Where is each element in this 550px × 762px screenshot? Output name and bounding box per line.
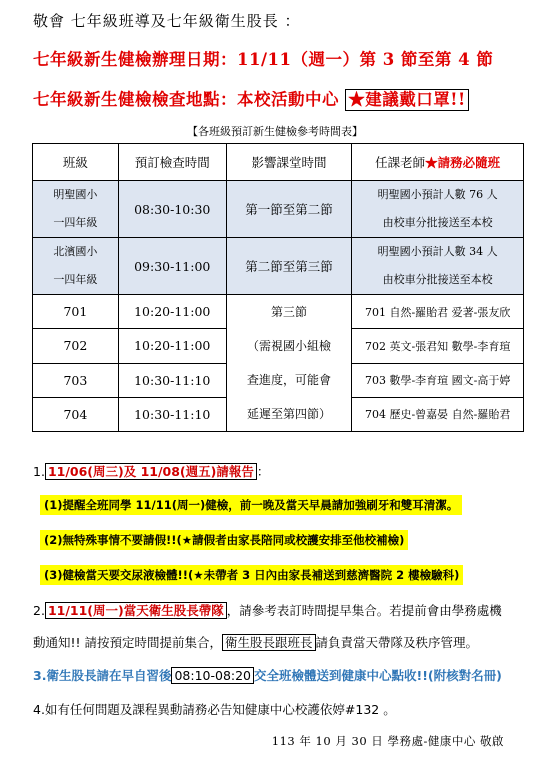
class-cell: 702 — [33, 329, 119, 363]
teacher-cell: 702 英文-張君知 數學-李育瑄 — [352, 329, 524, 363]
note-cell: 明聖國小預計人數 76 人 由校車分批接送至本校 — [352, 181, 524, 238]
checkup-place-line — [33, 86, 469, 111]
col-header-period: 影響課堂時間 — [226, 144, 352, 181]
table-row — [33, 238, 524, 295]
note-cell: 明聖國小預計人數 34 人 由校車分批接送至本校 — [352, 238, 524, 295]
table-row — [33, 295, 524, 329]
table-row — [33, 181, 524, 238]
table-header-row — [33, 144, 524, 181]
place-text: 七年級新生健檢檢查地點：本校活動中心 — [33, 90, 339, 109]
collection-time: 08:10-08:20 — [171, 667, 254, 684]
schedule-table — [32, 143, 524, 432]
item-2-line-2: 動通知!! 請按預定時間提前集合， 衛生股長跟班長 請負責當天帶隊及秩序管理。 — [33, 635, 479, 650]
teacher-cell: 703 數學-李育瑄 國文-高于婷 — [352, 363, 524, 397]
teacher-cell: 704 歷史-曾嘉晏 自然-羅貽君 — [352, 397, 524, 431]
checkup-date-line: 七年級新生健檢辦理日期：11/11（週一）第 3 節至第 4 節 — [33, 50, 494, 69]
time-cell: 09:30-11:00 — [118, 238, 226, 295]
school-class-cell: 北濱國小 一四年級 — [33, 238, 119, 295]
period-cell: 第一節至第二節 — [226, 181, 352, 238]
teacher-note: ★請務必隨班 — [425, 155, 501, 170]
class-cell: 701 — [33, 295, 119, 329]
bullet-1: (1)提醒全班同學 11/11(周一)健檢，前一晚及當天早晨請加強刷牙和雙耳清潔。 — [40, 495, 462, 515]
merged-period-cell: 第三節 （需視國小組檢 查進度，可能會 延遲至第四節） — [226, 295, 352, 432]
table-caption: 【各班級預訂新生健檢參考時間表】 — [187, 125, 363, 138]
item-3: 3.衛生股長請在早自習後 08:10-08:20 交全班檢體送到健康中心點收!!(附核對名冊) — [33, 668, 502, 683]
col-header-teacher: 任課老師★請務必隨班 — [352, 144, 524, 181]
teacher-cell: 701 自然-羅貽君 爱著-張友欣 — [352, 295, 524, 329]
bullet-2: (2)無特殊事情不要請假!!(★請假者由家長陪同或校護安排至他校補檢) — [40, 530, 408, 550]
time-cell: 10:30-11:10 — [118, 363, 226, 397]
item-1: 1. 11/06(周三)及 11/08(週五)請報告 ： — [33, 464, 270, 479]
leader-roles: 衛生股長跟班長 — [222, 634, 316, 651]
col-header-time: 預訂檢查時間 — [118, 144, 226, 181]
signature-footer: 113 年 10 月 30 日 學務處-健康中心 敬啟 — [271, 734, 504, 748]
period-cell: 第二節至第三節 — [226, 238, 352, 295]
leader-date: 11/11(周一)當天衛生股長帶隊 — [45, 602, 227, 619]
time-cell: 10:20-11:00 — [118, 329, 226, 363]
col-header-class: 班級 — [33, 144, 119, 181]
time-cell: 10:30-11:10 — [118, 397, 226, 431]
class-cell: 703 — [33, 363, 119, 397]
item-2-line-1: 2. 11/11(周一)當天衛生股長帶隊 ，請參考表訂時間提早集合。若提前會由學務處機 — [33, 603, 502, 618]
time-cell: 10:20-11:00 — [118, 295, 226, 329]
class-cell: 704 — [33, 397, 119, 431]
greeting-line: 敬會 七年級班導及七年級衛生股長 ： — [33, 12, 301, 30]
mask-advice-badge: ★建議戴口罩!! — [345, 89, 469, 111]
time-cell: 08:30-10:30 — [118, 181, 226, 238]
bullet-3: (3)健檢當天要交尿液檢體!!(★未帶者 3 日內由家長補送到慈濟醫院 2 樓檢驗科) — [40, 565, 463, 585]
item-4: 4.如有任何問題及課程異動請務必告知健康中心校護依婷#132 。 — [33, 702, 396, 717]
school-class-cell: 明聖國小 一四年級 — [33, 181, 119, 238]
report-dates: 11/06(周三)及 11/08(週五)請報告 — [45, 463, 257, 480]
